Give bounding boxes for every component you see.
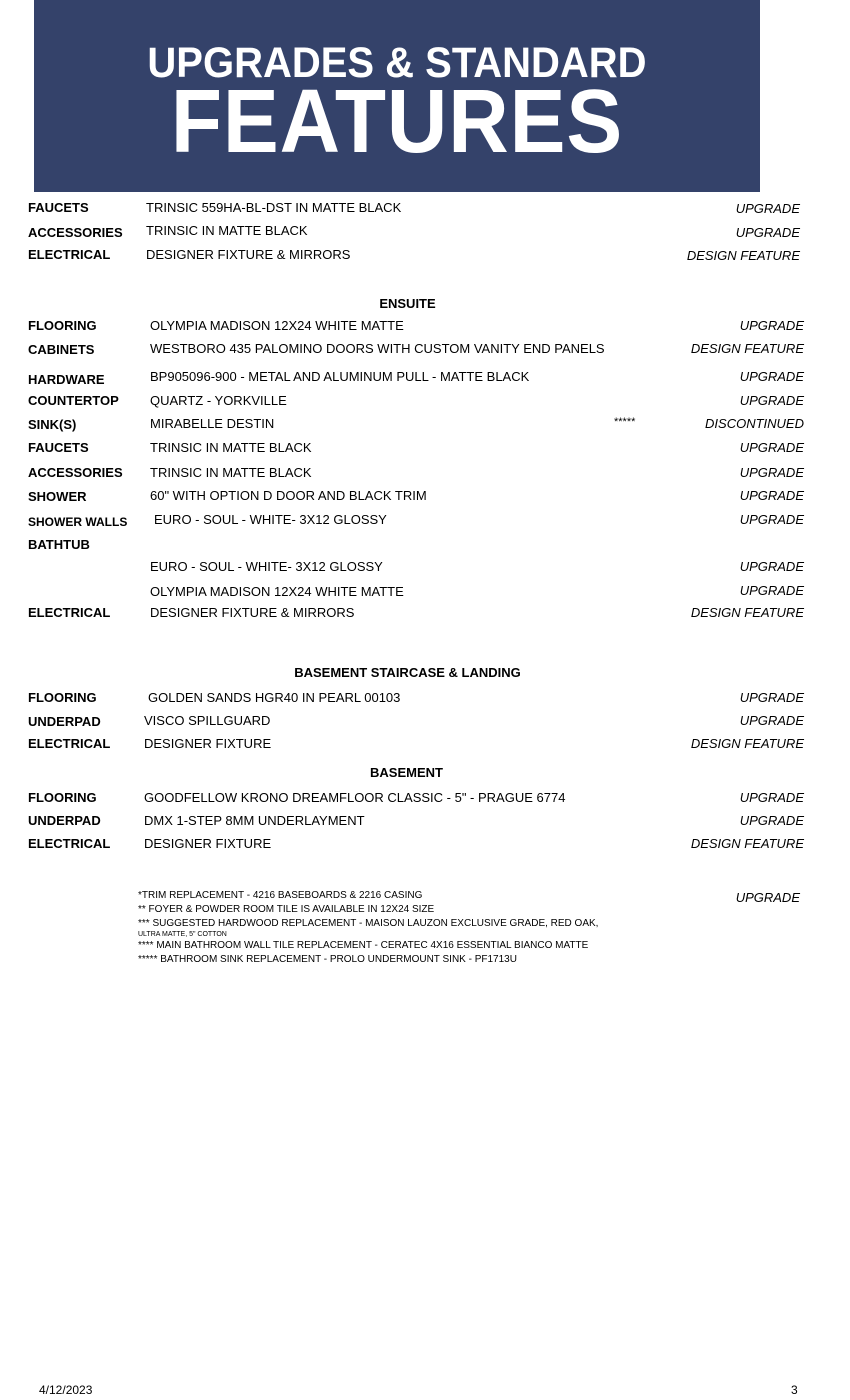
row-status: DESIGN FEATURE: [690, 836, 804, 851]
row-label: FAUCETS: [28, 200, 89, 215]
row-desc: DESIGNER FIXTURE: [144, 736, 272, 751]
row-status: UPGRADE: [739, 440, 804, 455]
row-label: FAUCETS: [28, 440, 89, 455]
row-status: UPGRADE: [735, 201, 800, 216]
banner-title-line1: UPGRADES & STANDARD: [147, 39, 647, 87]
row-label: FLOORING: [28, 690, 97, 705]
section-header-basement: BASEMENT: [370, 765, 443, 780]
row-status: UPGRADE: [739, 813, 804, 828]
row-label: ACCESSORIES: [28, 465, 123, 480]
row-desc: OLYMPIA MADISON 12X24 WHITE MATTE: [150, 584, 404, 599]
row-status: UPGRADE: [739, 559, 804, 574]
row-desc: QUARTZ - YORKVILLE: [150, 393, 287, 408]
row-desc: OLYMPIA MADISON 12X24 WHITE MATTE: [150, 318, 404, 333]
row-label: ELECTRICAL: [28, 605, 111, 620]
row-label: SINK(S): [28, 417, 77, 432]
row-desc: GOLDEN SANDS HGR40 IN PEARL 00103: [148, 690, 401, 705]
section-header-basement-staircase: BASEMENT STAIRCASE & LANDING: [294, 665, 521, 680]
row-desc: MIRABELLE DESTIN: [150, 416, 275, 431]
page-number: 3: [791, 1383, 798, 1397]
row-desc: TRINSIC IN MATTE BLACK: [150, 440, 312, 455]
row-desc: BP905096-900 - METAL AND ALUMINUM PULL - MATTE BLACK: [150, 369, 530, 384]
row-desc: DESIGNER FIXTURE & MIRRORS: [150, 605, 355, 620]
footnote: **** MAIN BATHROOM WALL TILE REPLACEMENT - CERATEC 4X16 ESSENTIAL BIANCO MATTE: [138, 940, 589, 951]
footnote: ** FOYER & POWDER ROOM TILE IS AVAILABLE IN 12X24 SIZE: [138, 904, 435, 915]
row-desc: DMX 1-STEP 8MM UNDERLAYMENT: [144, 813, 365, 828]
row-label: ELECTRICAL: [28, 736, 111, 751]
row-status: UPGRADE: [739, 393, 804, 408]
footnote: *** SUGGESTED HARDWOOD REPLACEMENT - MAISON LAUZON EXCLUSIVE GRADE, RED OAK,: [138, 918, 599, 929]
notes-status: UPGRADE: [735, 890, 800, 905]
row-status: UPGRADE: [735, 225, 800, 240]
row-status: UPGRADE: [739, 713, 804, 728]
row-desc: EURO - SOUL - WHITE- 3X12 GLOSSY: [154, 512, 387, 527]
row-label: SHOWER WALLS: [28, 515, 128, 529]
row-label: FLOORING: [28, 318, 97, 333]
row-label: CABINETS: [28, 342, 95, 357]
row-status: UPGRADE: [739, 318, 804, 333]
row-status: UPGRADE: [739, 512, 804, 527]
section-header-ensuite: ENSUITE: [379, 296, 436, 311]
row-label: UNDERPAD: [28, 813, 101, 828]
row-status: DESIGN FEATURE: [690, 341, 804, 356]
row-desc: GOODFELLOW KRONO DREAMFLOOR CLASSIC - 5" - PRAGUE 6774: [144, 790, 566, 805]
row-mark: *****: [614, 416, 636, 428]
row-desc: EURO - SOUL - WHITE- 3X12 GLOSSY: [150, 559, 383, 574]
row-desc: VISCO SPILLGUARD: [144, 713, 271, 728]
row-desc: TRINSIC 559HA-BL-DST IN MATTE BLACK: [146, 200, 402, 215]
row-status: UPGRADE: [739, 488, 804, 503]
row-label: HARDWARE: [28, 372, 105, 387]
footnote: *TRIM REPLACEMENT - 4216 BASEBOARDS & 2216 CASING: [138, 890, 423, 901]
row-label: FLOORING: [28, 790, 97, 805]
row-status: UPGRADE: [739, 465, 804, 480]
row-desc: TRINSIC IN MATTE BLACK: [146, 223, 308, 238]
row-label: UNDERPAD: [28, 714, 101, 729]
row-status: UPGRADE: [739, 690, 804, 705]
footer-date: 4/12/2023: [39, 1383, 93, 1397]
row-desc: TRINSIC IN MATTE BLACK: [150, 465, 312, 480]
footnote: ULTRA MATTE, 5" COTTON: [138, 931, 227, 938]
banner-title-line2: FEATURES: [170, 72, 624, 172]
row-desc: 60" WITH OPTION D DOOR AND BLACK TRIM: [150, 488, 427, 503]
row-status: UPGRADE: [739, 583, 804, 598]
row-status: UPGRADE: [739, 369, 804, 384]
row-status: UPGRADE: [739, 790, 804, 805]
title-banner: [34, 0, 760, 192]
footnote: ***** BATHROOM SINK REPLACEMENT - PROLO UNDERMOUNT SINK - PF1713U: [138, 954, 517, 965]
row-label: COUNTERTOP: [28, 393, 119, 408]
row-label: ELECTRICAL: [28, 247, 111, 262]
row-label: SHOWER: [28, 489, 87, 504]
row-label: BATHTUB: [28, 537, 90, 552]
row-status: DESIGN FEATURE: [686, 248, 800, 263]
row-label: ACCESSORIES: [28, 225, 123, 240]
row-status: DESIGN FEATURE: [690, 736, 804, 751]
row-desc: DESIGNER FIXTURE: [144, 836, 272, 851]
row-desc: DESIGNER FIXTURE & MIRRORS: [146, 247, 351, 262]
row-label: ELECTRICAL: [28, 836, 111, 851]
row-status: DISCONTINUED: [705, 416, 804, 431]
row-desc: WESTBORO 435 PALOMINO DOORS WITH CUSTOM VANITY END PANELS: [150, 341, 605, 356]
row-status: DESIGN FEATURE: [690, 605, 804, 620]
